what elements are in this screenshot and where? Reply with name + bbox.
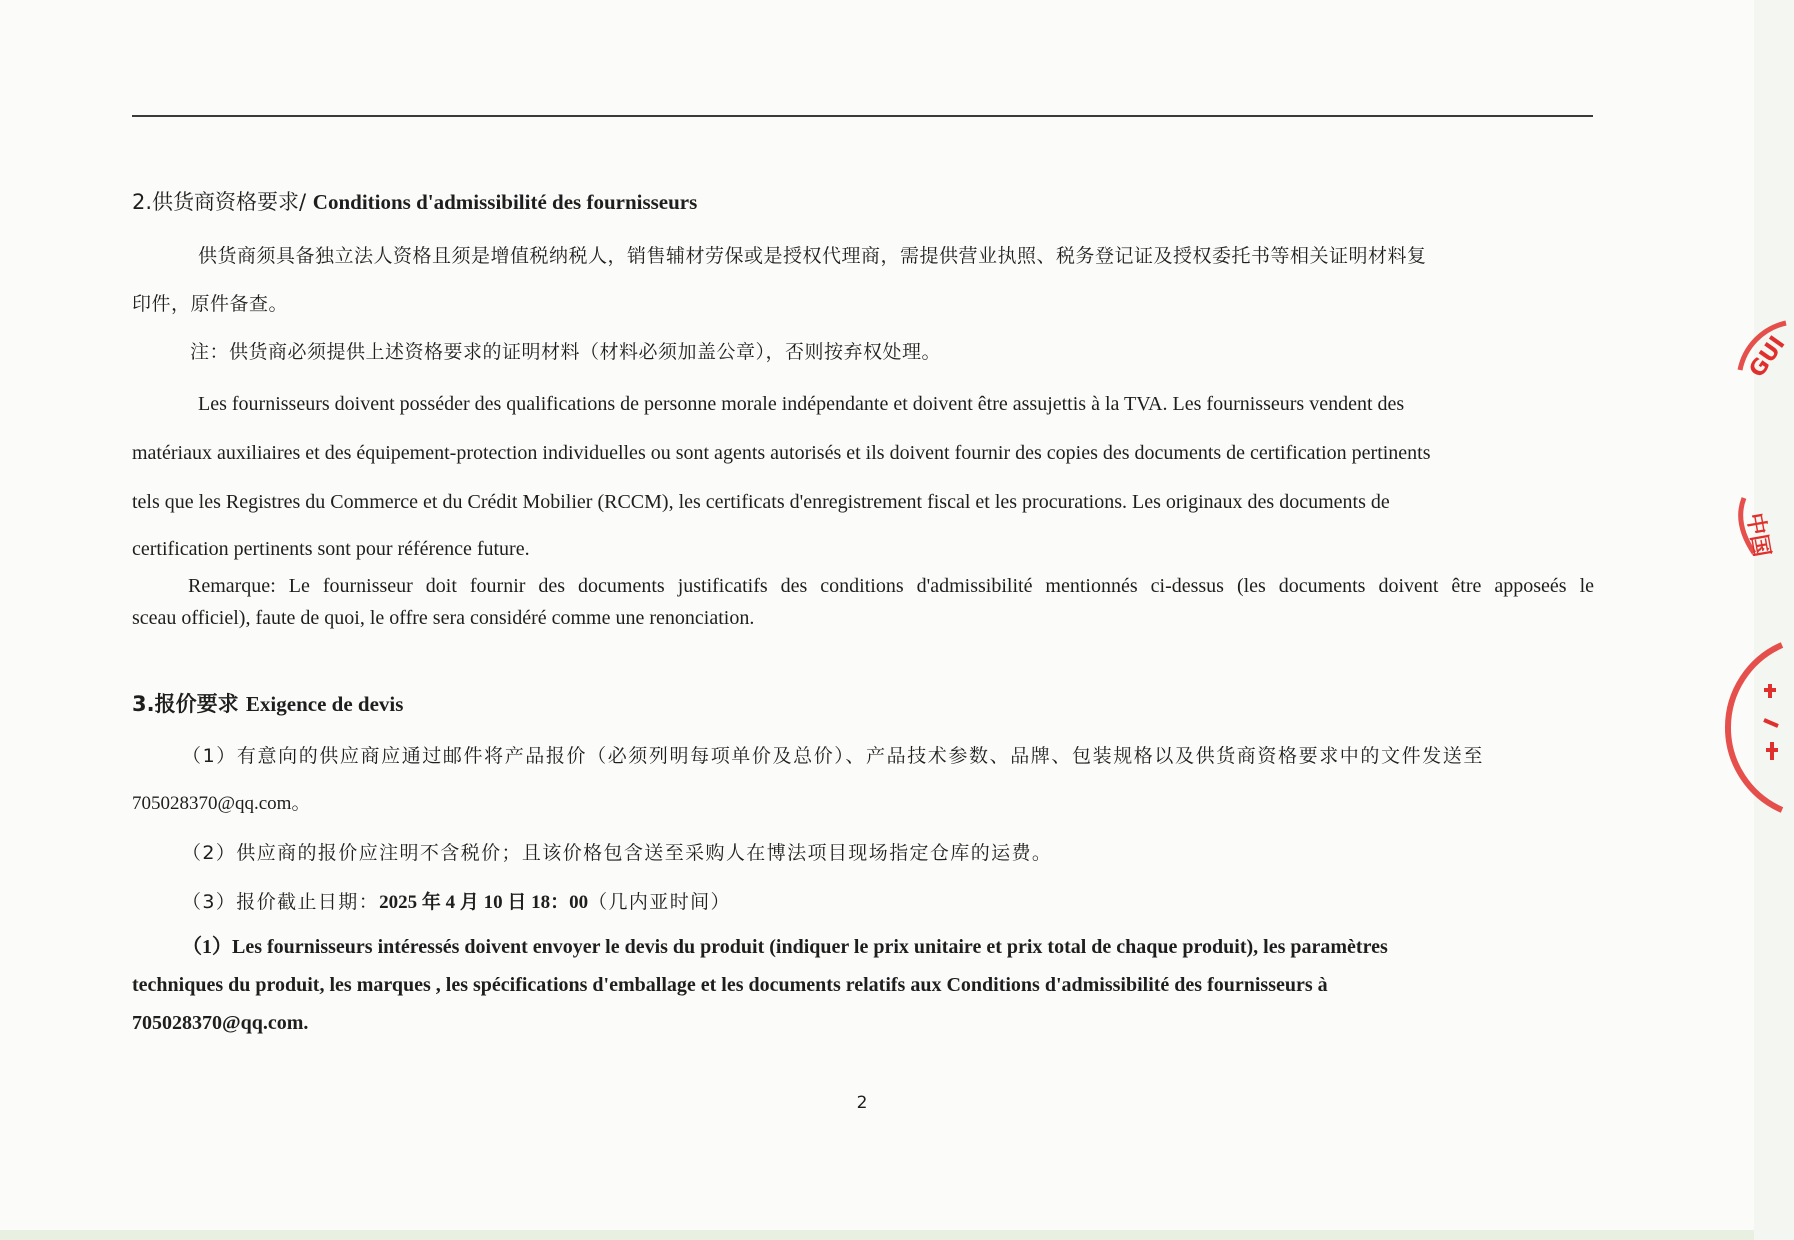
section3-item1-line1: （1）有意向的供应商应通过邮件将产品报价（必须列明每项单价及总价）、产品技术参数、品牌、包装规格以及供货商资格要求中的文件发送至 bbox=[182, 745, 1484, 767]
section3-item3-suffix: （几内亚时间） bbox=[588, 891, 731, 913]
scan-edge bbox=[0, 1230, 1754, 1240]
section3-fr1-line2: techniques du produit, les marques , les spécifications d'emballage et les documents relatifs aux Conditions d'admissibilité des fournisseurs à bbox=[132, 974, 1328, 996]
official-seal-top bbox=[1724, 315, 1794, 425]
section2-para-fr-line2: matériaux auxiliaires et des équipement-protection individuelles ou sont agents autorisés et ils doivent fournir des copies des documents de certification pertinents bbox=[132, 442, 1431, 464]
official-seal-bottom bbox=[1724, 640, 1794, 820]
section2-para-fr-line1: Les fournisseurs doivent posséder des qualifications de personne morale indépendante et doivent être assujettis à la TVA. Les fournisseurs vendent des bbox=[198, 393, 1405, 415]
section2-note-cn: 注：供货商必须提供上述资格要求的证明材料（材料必须加盖公章），否则按弃权处理。 bbox=[190, 341, 942, 363]
section3-item3-date: 2025 年 4 月 10 日 18：00 bbox=[379, 892, 589, 913]
section2-para-fr-line4: certification pertinents sont pour référence future. bbox=[132, 538, 530, 560]
seal-text-china: 中国 bbox=[1741, 511, 1774, 559]
official-seal-middle bbox=[1724, 478, 1794, 568]
section3-heading-cn: 3.报价要求 bbox=[132, 692, 246, 716]
section2-heading-fr: Conditions d'admissibilité des fournisseurs bbox=[312, 190, 698, 214]
section2-heading bbox=[132, 186, 1594, 216]
section3-item3-prefix: （3）报价截止日期： bbox=[182, 891, 380, 913]
section3-heading-fr: Exigence de devis bbox=[245, 692, 404, 716]
section3-item1-line2: 705028370@qq.com。 bbox=[132, 793, 311, 814]
section3-item3 bbox=[132, 878, 1594, 927]
section2-para1-cn-line2: 印件，原件备查。 bbox=[132, 293, 289, 315]
page-number: 2 bbox=[856, 1093, 868, 1113]
section2-para1-cn-line1: 供货商须具备独立法人资格且须是增值税纳税人，销售辅材劳保或是授权代理商，需提供营业执照、税务登记证及授权委托书等相关证明材料复 bbox=[198, 245, 1427, 267]
section3-fr1-line1: （1）Les fournisseurs intéressés doivent envoyer le devis du produit (indiquer le prix unitaire et prix total de chaque produit), les paramètres bbox=[182, 936, 1388, 958]
section2-remark-line1: Remarque: Le fournisseur doit fournir des documents justificatifs des conditions d'admissibilité mentionnés ci-dessus (les documents doivent être apposeés le bbox=[188, 575, 1594, 597]
header-rule bbox=[132, 115, 1593, 117]
section2-heading-cn: 2.供货商资格要求/ bbox=[132, 190, 313, 214]
section3-heading bbox=[132, 688, 1594, 718]
seal-text-gui: GUI bbox=[1744, 331, 1791, 383]
section2-para-fr-line3: tels que les Registres du Commerce et du Crédit Mobilier (RCCM), les certificats d'enregistrement fiscal et les procurations. Les originaux des documents de bbox=[132, 491, 1390, 513]
section3-fr1-line3: 705028370@qq.com. bbox=[132, 1012, 309, 1034]
section3-item2: （2）供应商的报价应注明不含税价；且该价格包含送至采购人在博法项目现场指定仓库的运费。 bbox=[182, 842, 1053, 864]
section2-remark-line2: sceau officiel), faute de quoi, le offre sera considéré comme une renonciation. bbox=[132, 607, 755, 629]
